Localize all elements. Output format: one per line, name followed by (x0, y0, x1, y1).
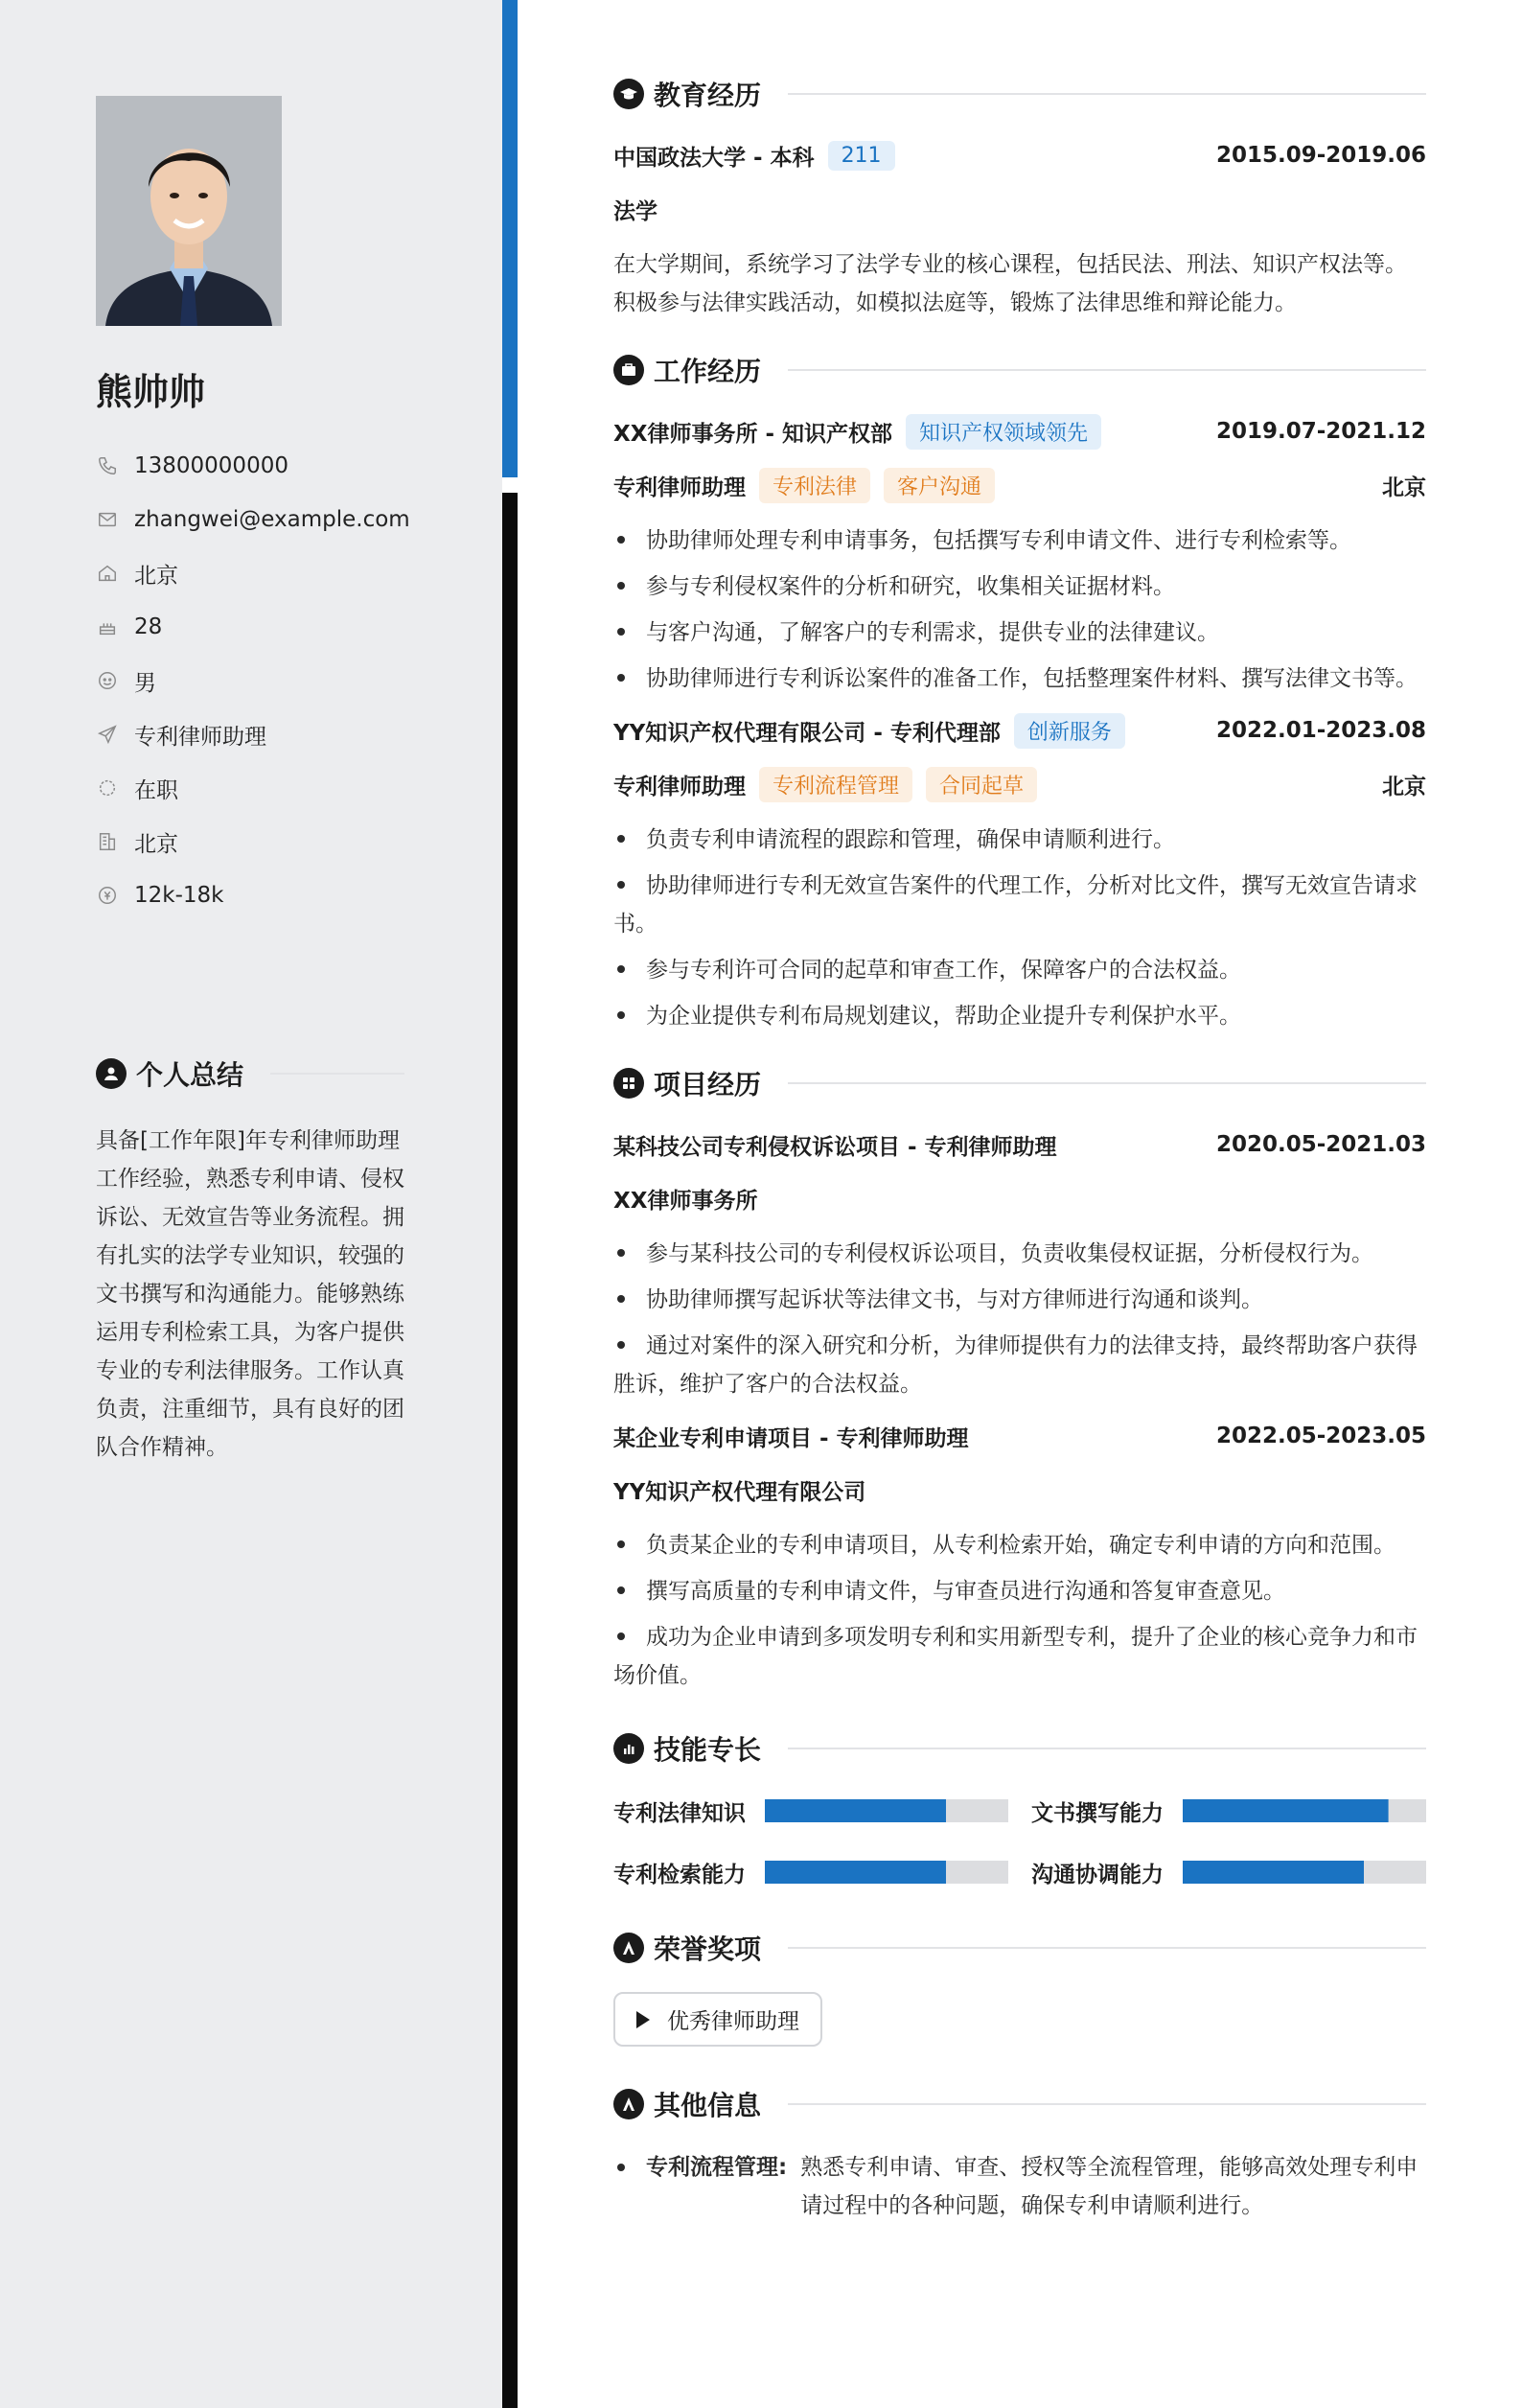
project-org-row (613, 1181, 1426, 1216)
section-divider (788, 1947, 1426, 1949)
accent-bar-black (502, 493, 518, 2408)
skill-fill (1183, 1799, 1389, 1822)
skill-item (613, 1854, 1008, 1890)
list-item (613, 1281, 1426, 1319)
send-icon (96, 723, 119, 746)
home-icon (96, 562, 119, 585)
contact-salary (96, 868, 479, 922)
skill-bar (1183, 1799, 1426, 1822)
list-item (613, 1235, 1426, 1273)
section-divider (788, 1748, 1426, 1749)
project-bullets (613, 1526, 1426, 1695)
company-badge: 创新服务 (1014, 713, 1125, 749)
list-item (613, 567, 1426, 606)
list-item (613, 1572, 1426, 1610)
contact-gender (96, 654, 479, 707)
bullet-text: 协助律师处理专利申请事务，包括撰写专利申请文件、进行专利检索等。 (646, 528, 1351, 553)
contact-text: 13800000000 (134, 453, 288, 478)
contact-email (96, 493, 479, 546)
summary-title: 个人总结 (136, 1059, 244, 1091)
other-text: 熟悉专利申请、审查、授权等全流程管理，能够高效处理专利申请过程中的各种问题，确保专利申请顺利进行。 (800, 2155, 1418, 2218)
main-content (613, 75, 1426, 2225)
bullet-text: 参与专利许可合同的起草和审查工作，保障客户的合法权益。 (646, 958, 1241, 983)
summary-header (96, 1054, 404, 1093)
award-item (613, 1992, 822, 2047)
briefcase-icon (613, 355, 644, 385)
contact-age (96, 600, 479, 654)
skills-title: 技能专长 (654, 1734, 762, 1766)
contact-list (96, 439, 479, 922)
other-header (613, 2085, 1426, 2123)
skill-bar (765, 1861, 1008, 1884)
bullet-text: 协助律师进行专利诉讼案件的准备工作，包括整理案件材料、撰写法律文书等。 (646, 666, 1418, 691)
contact-status (96, 761, 479, 815)
skill-name: 专利法律知识 (613, 1800, 746, 1826)
list-item (613, 614, 1426, 652)
summary-text: 具备[工作年限]年专利律师助理工作经验，熟悉专利申请、侵权诉讼、无效宣告等业务流程。拥有扎实的法学专业知识，较强的文书撰写和沟通能力。能够熟练运用专利检索工具，为客户提供专业的专利法律服务。工作认真负责，注重细节，具有良好的团队合作精神。 (96, 1128, 404, 1460)
work-item (613, 414, 1426, 698)
contact-work-city (96, 815, 479, 868)
skill-fill (765, 1861, 946, 1884)
project-org-row (613, 1472, 1426, 1507)
contact-target-role (96, 707, 479, 761)
contact-text: 男 (134, 670, 156, 696)
contact-text: zhangwei@example.com (134, 507, 410, 532)
role-name: 专利律师助理 (613, 475, 746, 500)
project-org: YY知识产权代理有限公司 (613, 1479, 866, 1505)
section-divider (788, 369, 1426, 371)
list-item (613, 867, 1426, 943)
section-divider (788, 1082, 1426, 1084)
contact-phone (96, 439, 479, 493)
cake-icon (96, 615, 119, 638)
user-icon (96, 1058, 127, 1089)
major-name: 法学 (613, 198, 657, 224)
skill-name: 沟通协调能力 (1031, 1862, 1164, 1887)
contact-text: 北京 (134, 831, 178, 857)
face-icon (96, 669, 119, 692)
project-date: 2020.05-2021.03 (1215, 1132, 1426, 1157)
work-left (613, 414, 1101, 450)
award-text: 优秀律师助理 (667, 2009, 799, 2034)
grid-icon (613, 1068, 644, 1099)
bullet-text: 参与专利侵权案件的分析和研究，收集相关证据材料。 (646, 574, 1175, 599)
school-name: 中国政法大学 - 本科 (613, 145, 815, 171)
company-name: XX律师事务所 - 知识产权部 (613, 421, 893, 447)
work-company-row (613, 713, 1426, 748)
phone-icon (96, 454, 119, 477)
list-item (613, 821, 1426, 859)
role-name: 专利律师助理 (613, 774, 746, 799)
role-tag: 合同起草 (926, 767, 1037, 802)
list-item (613, 1618, 1426, 1695)
skill-item (1031, 1793, 1426, 1829)
list-item (613, 660, 1426, 698)
work-title: 工作经历 (654, 356, 762, 387)
info-icon (613, 2089, 644, 2119)
project-org: XX律师事务所 (613, 1188, 758, 1214)
skill-item (613, 1793, 1008, 1829)
status-icon (96, 776, 119, 799)
contact-text: 专利律师助理 (134, 724, 266, 750)
contact-text: 12k-18k (134, 883, 224, 908)
contact-text: 在职 (134, 777, 178, 803)
project-name: 某企业专利申请项目 - 专利律师助理 (613, 1425, 969, 1451)
other-title: 其他信息 (654, 2090, 762, 2121)
skill-bar (765, 1799, 1008, 1822)
role-left (613, 767, 1037, 802)
major-row (613, 192, 1426, 226)
work-bullets (613, 821, 1426, 1035)
role-tag: 客户沟通 (884, 468, 995, 503)
work-item (613, 713, 1426, 1035)
education-left (613, 140, 895, 172)
list-item (613, 997, 1426, 1035)
section-divider (270, 1073, 404, 1075)
skill-item (1031, 1854, 1426, 1890)
contact-city (96, 546, 479, 600)
work-company-row (613, 414, 1426, 449)
building-icon (96, 830, 119, 853)
work-left (613, 713, 1125, 749)
school-badge: 211 (828, 141, 895, 171)
project-name-row (613, 1127, 1426, 1162)
education-header (613, 75, 1426, 113)
contact-text: 28 (134, 614, 163, 639)
award-icon (613, 1933, 644, 1963)
contact-text: 北京 (134, 563, 178, 589)
bullet-text: 负责某企业的专利申请项目，从专利检索开始，确定专利申请的方向和范围。 (646, 1533, 1395, 1558)
awards-header (613, 1929, 1426, 1967)
skills-grid (613, 1793, 1426, 1890)
list-item (613, 951, 1426, 989)
other-label: 专利流程管理: (646, 2155, 788, 2180)
project-date: 2022.05-2023.05 (1215, 1424, 1426, 1448)
project-item (613, 1419, 1426, 1695)
play-icon (636, 2011, 650, 2028)
role-tag: 专利法律 (759, 468, 870, 503)
work-date: 2019.07-2021.12 (1215, 419, 1426, 444)
work-date: 2022.01-2023.08 (1215, 718, 1426, 743)
project-item (613, 1127, 1426, 1403)
bullet-text: 撰写高质量的专利申请文件，与审查员进行沟通和答复审查意见。 (646, 1579, 1285, 1604)
bullet-text: 与客户沟通，了解客户的专利需求，提供专业的法律建议。 (646, 620, 1219, 645)
bullet-text: 协助律师撰写起诉状等法律文书，与对方律师进行沟通和谈判。 (646, 1287, 1263, 1312)
project-bullets (613, 1235, 1426, 1403)
work-role-row (613, 767, 1426, 801)
education-description: 在大学期间，系统学习了法学专业的核心课程，包括民法、刑法、知识产权法等。积极参与法律实践活动，如模拟法庭等，锻炼了法律思维和辩论能力。 (613, 252, 1407, 315)
education-date: 2015.09-2019.06 (1215, 143, 1426, 168)
education-title: 教育经历 (654, 80, 762, 111)
work-location: 北京 (1382, 774, 1426, 799)
candidate-name: 熊帅帅 (96, 371, 206, 413)
skill-name: 专利检索能力 (613, 1862, 746, 1887)
list-item (613, 521, 1426, 560)
bullet-text: 协助律师进行专利无效宣告案件的代理工作，分析对比文件，撰写无效宣告请求书。 (613, 873, 1418, 937)
company-name: YY知识产权代理有限公司 - 专利代理部 (613, 720, 1001, 746)
company-badge: 知识产权领域领先 (906, 414, 1101, 450)
role-left (613, 468, 995, 503)
section-divider (788, 93, 1426, 95)
bullet-text: 参与某科技公司的专利侵权诉讼项目，负责收集侵权证据，分析侵权行为。 (646, 1241, 1373, 1266)
work-bullets (613, 521, 1426, 698)
role-tag: 专利流程管理 (759, 767, 912, 802)
section-divider (788, 2103, 1426, 2105)
work-role-row (613, 468, 1426, 502)
list-item (613, 1327, 1426, 1403)
project-name-row (613, 1419, 1426, 1453)
projects-title: 项目经历 (654, 1069, 762, 1100)
bullet-text: 为企业提供专利布局规划建议，帮助企业提升专利保护水平。 (646, 1004, 1241, 1029)
email-icon (96, 508, 119, 531)
salary-icon (96, 884, 119, 907)
project-name: 某科技公司专利侵权诉讼项目 - 专利律师助理 (613, 1134, 1057, 1160)
education-row (613, 138, 1426, 173)
bullet-text: 成功为企业申请到多项发明专利和实用新型专利，提升了企业的核心竞争力和市场价值。 (613, 1625, 1418, 1688)
accent-bar-blue (502, 0, 518, 477)
skill-name: 文书撰写能力 (1031, 1800, 1164, 1826)
bullet-text: 通过对案件的深入研究和分析，为律师提供有力的法律支持，最终帮助客户获得胜诉，维护了客户的合法权益。 (613, 1333, 1418, 1397)
projects-header (613, 1064, 1426, 1102)
bullet-text: 负责专利申请流程的跟踪和管理，确保申请顺利进行。 (646, 827, 1175, 852)
list-item (613, 1526, 1426, 1564)
bar-chart-icon (613, 1733, 644, 1764)
awards-title: 荣誉奖项 (654, 1933, 762, 1965)
summary-section (96, 1054, 404, 1467)
other-item (613, 2148, 1426, 2225)
profile-photo (96, 96, 282, 326)
work-header (613, 351, 1426, 389)
skill-fill (1183, 1861, 1364, 1884)
skill-bar (1183, 1861, 1426, 1884)
skills-header (613, 1729, 1426, 1768)
skill-fill (765, 1799, 946, 1822)
work-location: 北京 (1382, 475, 1426, 500)
graduation-cap-icon (613, 79, 644, 109)
